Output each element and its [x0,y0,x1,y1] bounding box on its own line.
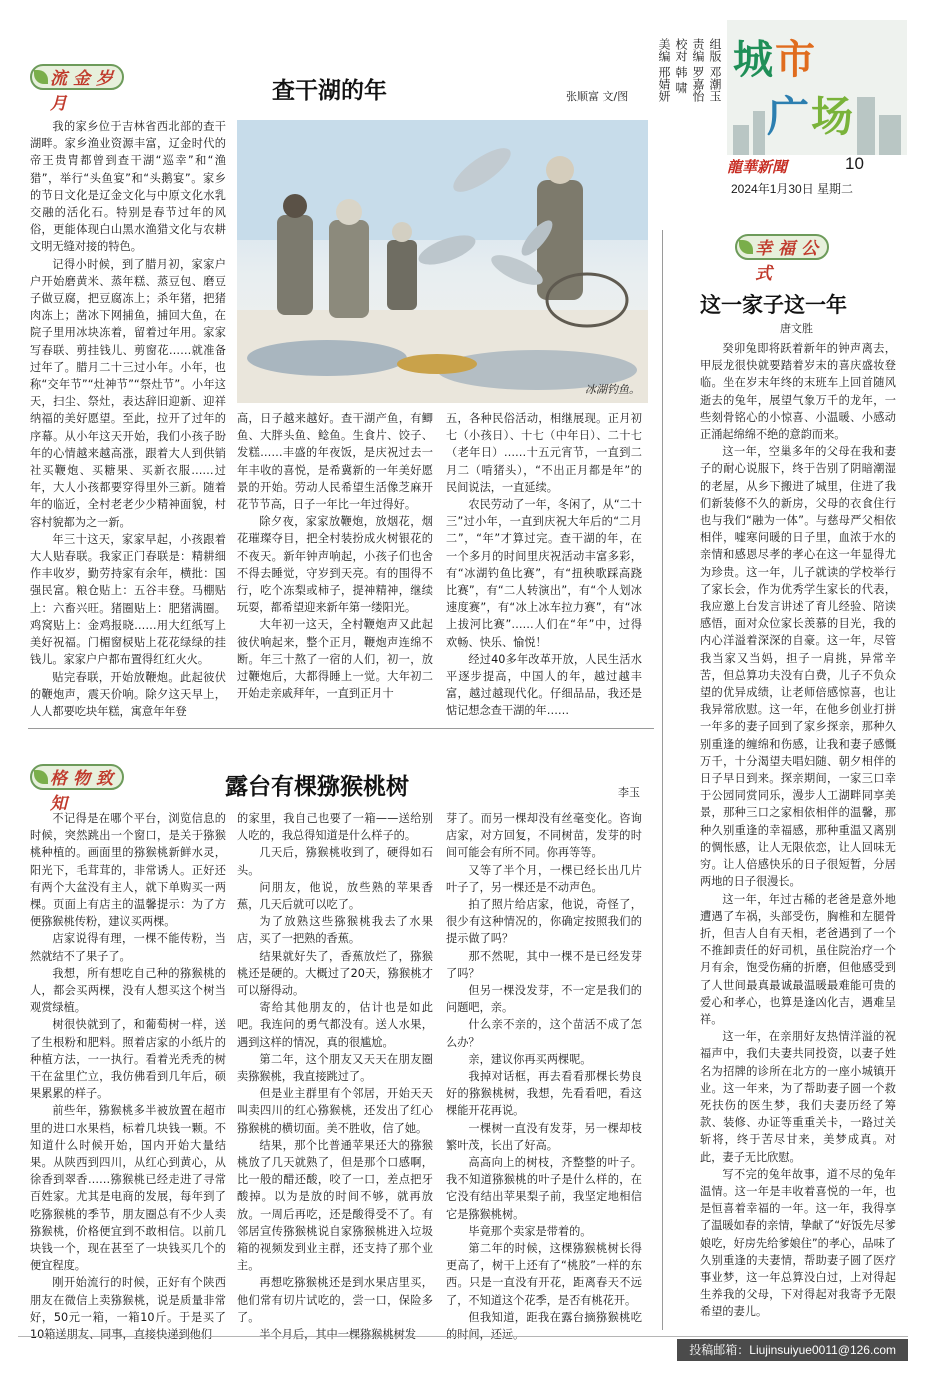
article-byline-family: 唐文胜 [780,322,813,335]
editor-credit: 美编 邢婧妍 [657,38,671,102]
article-photo-ice-fishing [237,120,648,403]
editor-credit: 组版 邓潮玉 [708,38,722,102]
fisherman-head [336,199,362,225]
paragraph: 再想吃猕猴桃还是到水果店里买，他们常有切片试吃的，尝一口，保险多了。 [237,1276,433,1324]
paragraph: 高高向上的树枝，齐整整的叶子。我不知道猕猴桃的叶子是什么样的，在它没有结出苹果梨子前，我坚定地相信它是猕猴桃树。 [446,1156,642,1221]
paragraph: 一棵树一直没有发芽，另一棵却枝繁叶茂，长出了好高。 [446,1121,642,1152]
paragraph: 农民劳动了一年，冬闲了，从“二十三”过小年，一直到庆祝大年后的“二月二”，“年”才算过完。查干湖的年，在一个多月的时间里庆祝活动丰富多彩，有“冰湖钓鱼比赛”，有“扭秧歌踩高跷比赛”，有“二人转演出”，有“个人划冰速度赛”，有“冰上冰车拉力赛”，有“冰上拔河比赛”……人们在“年”中，过得欢畅、快乐、愉悦！ [446,498,642,649]
fisherman [277,215,313,315]
page-number: 10 [845,154,864,173]
paragraph: 这一年，年过古稀的老爸是意外地遭遇了车祸，头部受伤，胸椎和左腿骨折，但吉人自有天相，老爸遇到了一个不推卸责任的好司机，虽住院治疗一个月有余，饱受伤痛的折磨，但他感受到了人世间最真最诚最温暖最难能可贵的爱心和孝心，也算是逢凶化吉，遇难呈祥。 [700,892,896,1026]
article-title-chaganhu: 查干湖的年 [272,78,387,104]
article-byline-chaganhu: 张顺富 文/图 [566,90,629,103]
submission-email: 投稿邮箱：Liujinsuiyue0011@126.com [677,1339,908,1361]
paragraph: 又等了半个月，一棵已经长出几片叶子了，另一棵还是不动声色。 [446,863,642,894]
fisherman-head [392,222,412,242]
paragraph: 大年初一这天，全村鞭炮声又此起彼伏响起来，整个正月，鞭炮声连绵不断。年三十熬了一宿的人们，初一，放过鞭炮后，大都得睡上一觉。大年初二开始走亲戚拜年，一直到正月十 [237,618,433,701]
paragraph: 第二年，这个朋友又天天在朋友圈卖猕猴桃，我直接跳过了。 [237,1052,433,1084]
editor-credit: 校对 韩 啸 [674,38,688,94]
paragraph: 我想，所有想吃自己种的猕猴桃的人，都会买两棵，没有人想买这个树当观赏绿植。 [30,966,226,1015]
paragraph: 癸卯兔即将跃着新年的钟声离去，甲辰龙很快就要踏着岁末的喜庆盛妆登临。坐在岁末年终的末班车上回首随风逝去的兔年，展望气象万千的龙年，一些刻骨铭心的小惊喜、小温暖、小感动正涌起绵绵不绝的意韵而来。 [700,342,896,442]
masthead-char: 城 [733,37,775,83]
ice-fishing-illustration [237,120,648,403]
masthead-artwork [727,20,907,155]
masthead [727,20,907,200]
fisherman-head [283,194,307,218]
fisherman [329,220,369,318]
paragraph: 结果就好失了，香蕉放烂了，猕猴桃还是硬的。大概过了20天，猕猴桃才可以掰得动。 [237,949,433,998]
paragraph: 前些年，猕猴桃多半被放置在超市里的进口水果档，标着几块钱一颗。不知道什么时候开始，国内开始大量结果。从陕西到四川，从红心到黄心，从徐香到翠香……猕猴桃已经走进了寻常百姓家。尤其是电商的发展，每年到了吃猕猴桃的季节，朋友圈总有不少人卖猕猴桃，价格便宜到不敢相信。以前几块钱一个，现在甚至了一块钱买几个的便宜程度。 [30,1104,226,1273]
column-divider [662,230,663,1330]
paragraph: 的家里，我自己也要了一箱——送给别人吃的，我总得知道是什么样子的。 [237,812,433,843]
paragraph: 这一年，在亲朋好友热情洋溢的祝福声中，我们夫妻共同投资，以妻子姓名为招牌的诊所在北方的一座小城镇开业。这一年来，为了帮助妻子圆一个救死扶伤的医生梦，我们夫妻历经了筹款、装修、办证等重重关卡，一路过关斩将，终于苦尽甘来，美梦成真。对此，妻子无比欣慰。 [700,1030,896,1164]
fish-pile [247,340,407,376]
paragraph: 为了放熟这些猕猴桃我去了水果店，买了一把熟的香蕉。 [237,915,433,946]
fisherman [387,240,417,310]
page-footer [18,1336,908,1362]
paragraph: 年三十这天，家家早起，小孩跟着大人贴春联。我家正门春联是：精耕细作丰收岁，勤劳持家有余年，横批：国强民富。粮仓贴上：五谷丰登。马棚贴上：六畜兴旺。猪圈贴上：肥猪满圈。鸡窝贴上：金鸡报晓……用大红纸写上美好祝福。门楣窗棂贴上花花绿绿的挂钱儿。家家户户都布置得红红火火。 [30,532,226,667]
paragraph: 高，日子越来越好。查干湖产鱼，有鲫鱼、大胖头鱼、鲶鱼。生食片、饺子、发糕……丰盛的年夜饭，是庆祝过去一年丰收的喜悦，是希冀新的一年美好愿景的开始。劳动人民希望生活像芝麻开花节节高，日子一年比一年过得好。 [237,412,433,512]
article-column-chaganhu-3 [446,410,642,718]
paragraph: 亲，建议你再买两棵呢。 [468,1052,592,1066]
masthead-char: 广 [767,92,812,141]
paragraph: 店家说得有理，一棵不能传粉，当然就结不了果子了。 [30,932,226,963]
paragraph: 不记得是在哪个平台，浏览信息的时候，突然跳出一个窗口，是关于猕猴桃种植的。画面里的猕猴桃新鲜水灵，阳光下，毛茸茸的，非常诱人。正好还有两个大盆没有主人，就下单购买一两棵。页面上有店主的温馨提示：为了方便猕猴桃传粉，建议买两棵。 [30,812,226,929]
paragraph: 什么亲不亲的，这个苗活不成了怎么办？ [446,1018,642,1049]
section-label-text: 格物致知 [50,769,119,814]
issue-date: 2024年1月30日 星期二 [731,182,854,196]
article-title-kiwi: 露台有棵猕猴桃树 [225,774,409,800]
masthead-title-top [733,28,817,85]
paragraph: 但是业主群里有个邻居，开始天天叫卖四川的红心猕猴桃，还发出了红心猕猴桃的横切面。美不胜收，信了她。 [237,1087,433,1135]
article-byline-kiwi: 李玉 [618,786,640,799]
masthead-title-bottom [767,84,855,144]
paragraph: 树很快就到了，和葡萄树一样，送了生根粉和肥料。照着店家的小纸片的种植方法，一一执行。看着光秃秃的树干在盆里伫立，我仿佛看到几年后，硕果累累的样子。 [30,1018,226,1101]
photo-caption: 冰湖钓鱼。 [585,383,640,396]
paragraph: 第二年的时候，这棵猕猴桃树长得更高了，树干上还有了“桃胶”一样的东西。只是一直没有开花，距离春天不远了，不知道这个花季，是否有桃花开。 [446,1242,642,1307]
paragraph: 五，各种民俗活动，相继展现。正月初七（小孩日）、十七（中年日）、二十七（老年日）……十五元宵节，一直到二月二（啃猪头），“不出正月都是年”的民间说法，一直延续。 [446,412,642,494]
paragraph: 这一年，空巢多年的父母在我和妻子的耐心说服下，终于告别了阴暗潮湿的老屋，从乡下搬进了城里，住进了我们新装修不久的新房，父母的衣食住行也与我们“融为一体”。与慈母严父相依相伴，嘘寒问暖的日子里，血浓于水的亲情和感恩尽孝的孝心在这一年显得尤为珍贵。这一年，儿子就读的学校举行了家长会，作为优秀学生家长的代表，我应邀上台发言讲述了育儿经验、陪读感悟，面对众位家长羡慕的目光，我的内心洋溢着深深的自豪。这一年，尽管我当家又当妈，担子一肩挑，异常辛苦，但总算功夫没有白费，儿子不负众望的优异成绩，让老师倍感惊喜，也让我异常欣慰。这一年，在他乡创业打拼一年多的妻子回到了家乡探亲，那种久别重逢的缠绵和伤感，让我和妻子感慨万千，十分渴望夫唱妇随、朝夕相伴的日子早日到来。探亲期间，一家三口幸于公园同赏同乐，漫步人工湖畔同享美景，那种三口之家相依相伴的温馨，那种久别重逢的幸福感，那种重温又离别的惆怅感，让人无限依恋，让人回味无穷。让人倍感快乐的日子很短暂，分居两地的日子很漫长。 [700,445,896,889]
paragraph: 我掉对话框，再去看看那棵长势良好的猕猴桃树，我想，先看看吧，看这棵能开花再说。 [446,1070,642,1118]
section-label-text: 幸福公式 [755,239,824,284]
newspaper-brand: 龍華新聞 [727,158,788,176]
skyline-building [879,115,901,155]
section-label-text: 流金岁月 [50,69,119,114]
article-column-kiwi-3 [446,810,642,1342]
article-column-kiwi-1 [30,810,226,1342]
section-label-liujin [30,56,140,114]
paragraph: 写不完的兔年故事，道不尽的兔年温情。这一年是丰收着喜悦的一年，也是恒喜着幸福的一年。这一年，我得享了温暖如春的亲情，挚献了“好饭先尽爹娘吃，好房先给爹娘住”的孝心，品味了久别重逢的夫妻情，帮助妻子圆了医疗事业梦，这一年总算没白过，上对得起生养我的父母，下对得起对我寄予无限希望的妻儿。 [700,1167,896,1319]
paragraph: 但另一棵没发芽，不一定是我们的问题吧，亲。 [446,984,642,1015]
editor-credit: 责编 罗嘉怡 [691,38,705,102]
paragraph: 芽了。而另一棵却没有丝毫变化。咨询店家，对方回复，不同树苗，发芽的时间可能会有所不同。你再等等。 [446,812,642,860]
paragraph: 除夕夜，家家放鞭炮，放烟花，烟花璀璨夺目，把全村装扮成火树银花的不夜天。新年钟声响起，小孩子们也舍不得去睡觉，守岁到天亮。有的围得不行，吃个冻梨或柿子，提神精神，继续玩耍，都希望迎来新年第一缕阳光。 [237,515,433,615]
masthead-char: 场 [811,92,856,141]
skyline-building [753,111,765,155]
paragraph: 记得小时候，到了腊月初，家家户户开始磨黄米、蒸年糕、蒸豆包、磨豆子做豆腐，把豆腐冻上；杀年猪，把猪肉冻上；凿冰下网捕鱼，捕回大鱼，在院子里用冰块冻着，留着过年用。家家写春联、剪挂钱儿、剪窗花……就准备过年了。腊月二十三过小年。小年，也称“交年节”“灶神节”“祭灶节”。小年这天，扫尘、祭灶，表达辞旧迎新、迎祥纳福的美好愿望。至此，拉开了过年的序幕。从小年这天开始，我们小孩子盼年的心情越来越高涨，跟着大人到供销社买鞭炮、买糖果、买新衣服……过年，大人小孩都要穿得里外三新。随着年的临近，全村老老少少精神面貌，村容村貌都为之一新。 [30,257,226,529]
fish-pile [397,354,477,374]
paragraph: 结果，那个比普通苹果还大的猕猴桃放了几天就熟了，但是那个口感啊，比一般的醋还酸，咬了一口，差点把牙酸掉。以为是放的时间不够，就再放放。一周后再吃，还是酸得受不了。有邻居宣传猕猴桃说自家猕猴桃进入垃圾箱的视频发到业主群，还支持了那个业主。 [237,1138,433,1273]
article-column-kiwi-2 [237,810,433,1342]
paragraph: 我的家乡位于吉林省西北部的查干湖畔。家乡渔业资源丰富，辽金时代的帝王贵胄都曾到查干湖“巡幸”和“渔猎”，举行“头鱼宴”和“头鹅宴”。家乡的节日文化是辽金文化与中原文化水乳交融的活化石。特别是春节过年的风俗，更能体现白山黑水渔猎文化与农耕文明无缝对接的特色。 [30,120,226,254]
paragraph: 经过40多年改革开放，人民生活水平逐步提高，中国人的年，越过越丰富，越过越现代化。仔细品品，我还是惦记想念查干湖的年…… [446,652,642,718]
section-label-gewu [30,756,140,814]
article-column-chaganhu-1 [30,118,226,718]
paragraph: 半个月后，其中一棵猕猴桃树发 [259,1328,417,1342]
article-column-chaganhu-2 [237,410,433,718]
paragraph: 问朋友，他说，放些熟的苹果香蕉，几天后就可以吃了。 [237,880,433,912]
paragraph: 拍了照片给店家，他说，奇怪了，很少有这种情况的，你确定按照我们的提示做了吗？ [446,898,642,946]
fisherman-head [546,156,574,184]
editor-credits [657,38,723,188]
paragraph: 但我知道，距我在露台摘猕猴桃吃的时间，还远。 [446,1310,642,1342]
section-label-xingfu [735,226,845,284]
masthead-char: 市 [775,37,817,83]
article-column-family [700,340,896,1330]
section-divider [28,728,654,729]
paragraph: 刚开始流行的时候，正好有个陕西朋友在微信上卖猕猴桃，说是质量非常好，50元一箱，一箱10斤。于是买了10箱送朋友、同事，直接快递到他们 [30,1276,226,1342]
paragraph: 毕竟那个卖家是带着的。 [468,1224,592,1238]
skyline-building [733,125,749,155]
article-title-family: 这一家子这一年 [700,293,847,317]
paragraph: 那不然呢，其中一棵不是已经发芽了吗？ [446,949,642,980]
skyline-building [857,97,875,155]
paragraph: 几天后，猕猴桃收到了，硬得如石头。 [237,846,433,877]
paragraph: 贴完春联，开始放鞭炮。此起彼伏的鞭炮声，震天价响。除夕这天早上，人人都要吃块年糕，寓意年年登 [30,670,226,718]
paragraph: 寄给其他朋友的，估计也是如此吧。我连问的勇气都没有。送人水果，遇到这样的情况，真的很尴尬。 [237,1001,433,1049]
